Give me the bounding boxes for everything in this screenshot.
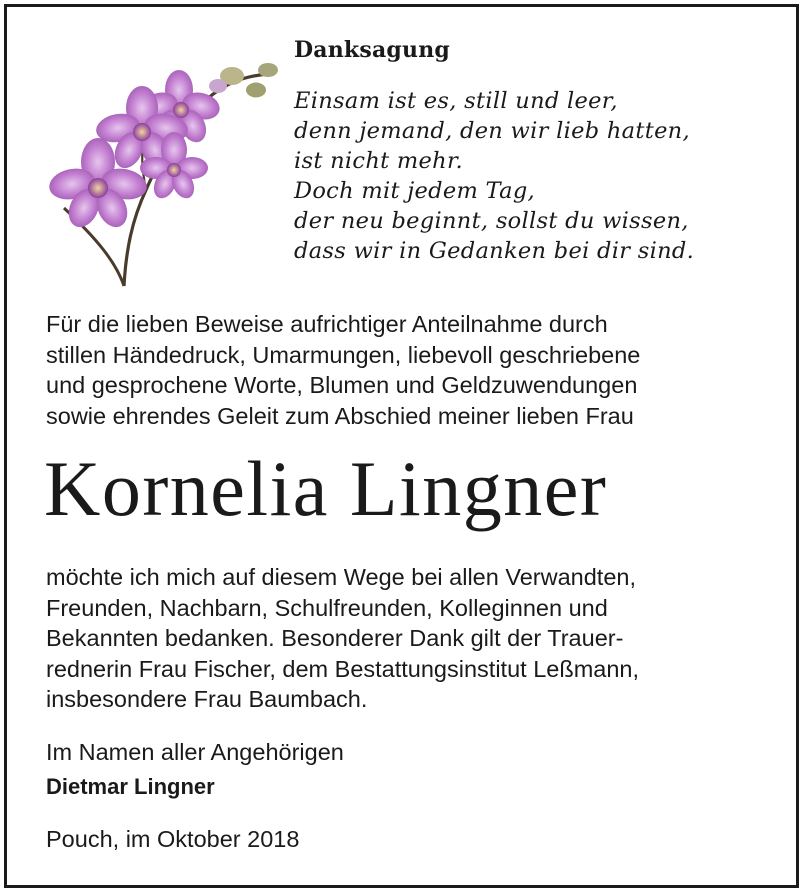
- thanks-line: und gesprochene Worte, Blumen und Geldzuwendungen: [46, 372, 638, 398]
- body-line: insbesondere Frau Baumbach.: [46, 686, 368, 712]
- thanks-line: Für die lieben Beweise aufrichtiger Anteilnahme durch: [46, 311, 608, 337]
- thanks-paragraph: [46, 309, 640, 431]
- poem-line: Doch mit jedem Tag,: [294, 178, 535, 204]
- body-line: rednerin Frau Fischer, dem Bestattungsinstitut Leßmann,: [46, 655, 640, 682]
- poem-line: dass wir in Gedanken bei dir sind.: [294, 238, 695, 264]
- body-line: Freunden, Nachbarn, Schulfreunden, Kolleginnen und: [46, 594, 608, 621]
- deceased-name: Kornelia Lingner: [44, 445, 608, 532]
- place-date: Pouch, im Oktober 2018: [46, 826, 300, 852]
- poem-line: denn jemand, den wir lieb hatten,: [294, 118, 690, 144]
- body-line: Bekannten bedanken. Besonderer Dank gilt der Trauer-: [46, 625, 624, 651]
- poem: [294, 86, 694, 266]
- notice-heading: Danksagung: [294, 37, 450, 63]
- thanks-line: sowie ehrendes Geleit zum Abschied meiner lieben Frau: [46, 402, 634, 429]
- signature-label: Im Namen aller Angehörigen: [46, 739, 344, 765]
- acknowledgement-paragraph: [46, 562, 639, 715]
- thanks-line: stillen Händedruck, Umarmungen, liebevoll geschriebene: [46, 341, 641, 368]
- poem-line: Einsam ist es, still und leer,: [294, 88, 618, 114]
- body-line: möchte ich mich auf diesem Wege bei allen Verwandten,: [46, 564, 637, 590]
- signer-name: Dietmar Lingner: [46, 774, 215, 799]
- poem-line: ist nicht mehr.: [294, 148, 463, 174]
- orchid-flower-icon: [46, 50, 282, 290]
- poem-line: der neu beginnt, sollst du wissen,: [294, 208, 689, 234]
